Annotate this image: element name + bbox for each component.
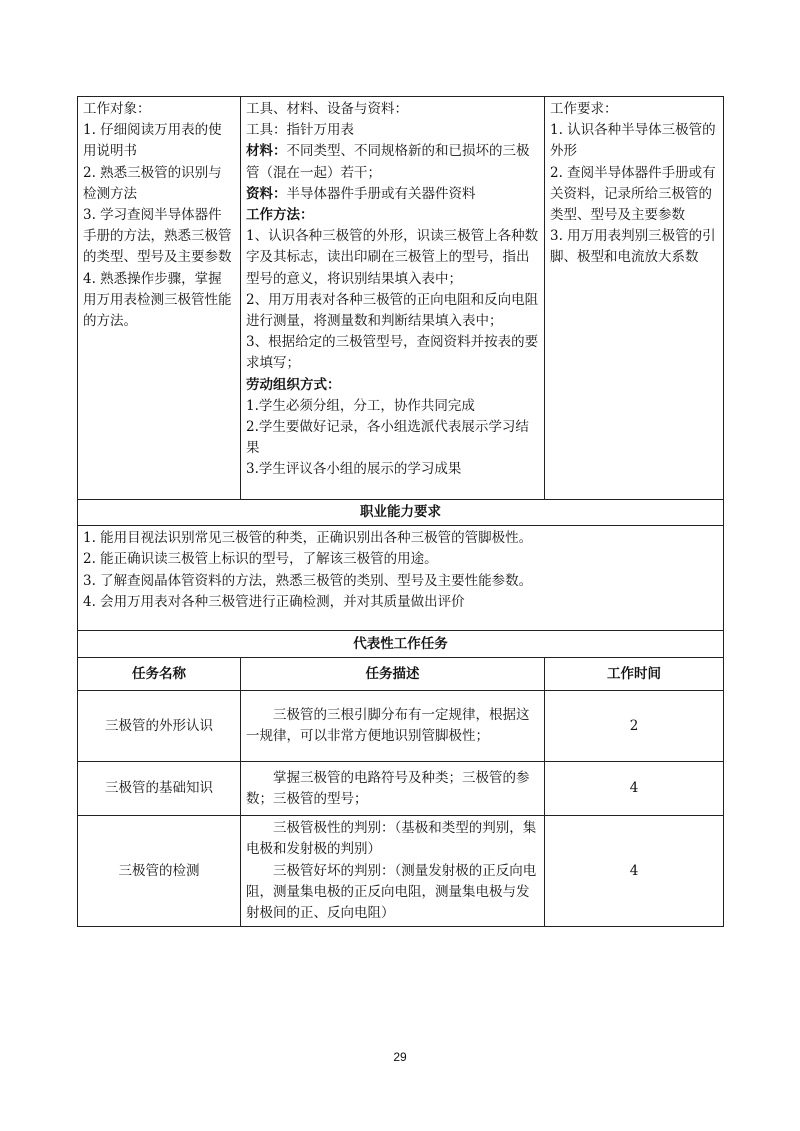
ability-list-cell <box>78 526 724 631</box>
org-item: 2.学生要做好记录，各小组选派代表展示学习结果 <box>246 419 529 457</box>
work-requirements-cell <box>545 97 724 500</box>
work-requirement-item: 2. 查阅半导体器件手册或有关资料，记录所给三极管的类型、型号及主要参数 <box>550 164 716 224</box>
header-work-time: 工作时间 <box>545 658 724 691</box>
ability-item: 2. 能正确识读三极管上标识的型号，了解该三极管的用途。 <box>83 551 438 568</box>
org-item: 3.学生评议各小组的展示的学习成果 <box>246 461 462 478</box>
work-requirement-item: 3. 用万用表判别三极管的引脚、极型和电流放大系数 <box>550 228 716 266</box>
work-object-item: 2. 熟悉三极管的识别与检测方法 <box>83 164 222 202</box>
ability-item: 4. 会用万用表对各种三极管进行正确检测，并对其质量做出评价 <box>83 593 465 610</box>
header-task-desc: 任务描述 <box>241 658 545 691</box>
tools-value: 指针万用表 <box>286 122 354 139</box>
page-number: 29 <box>393 1050 407 1064</box>
materials-label: 材料： <box>246 143 287 160</box>
task-time: 4 <box>545 762 724 816</box>
task-desc <box>241 762 545 816</box>
org-title: 劳动组织方式： <box>246 376 341 393</box>
method-item: 2、用万用表对各种三极管的正向电阻和反向电阻进行测量，将测量数和判断结果填入表中； <box>246 291 539 330</box>
method-item: 1、认识各种三极管的外形，识读三极管上各种数字及其标志，读出印刷在三极管上的型号，指出型号的意义，将识别结果填入表中； <box>246 228 539 287</box>
top-section-row <box>78 97 724 500</box>
ability-item: 1. 能用目视法识别常见三极管的种类，正确识别出各种三极管的管脚极性。 <box>83 530 533 547</box>
ability-title: 职业能力要求 <box>78 500 724 526</box>
table-row <box>78 762 724 816</box>
tasks-title: 代表性工作任务 <box>78 631 724 658</box>
work-object-item: 3. 学习查阅半导体器件手册的方法，熟悉三极管的类型、型号及主要参数 <box>83 207 232 266</box>
task-sheet-table <box>77 96 724 927</box>
docs-line <box>246 184 539 205</box>
work-object-item: 1. 仔细阅读万用表的使用说明书 <box>83 122 222 160</box>
docs-label: 资料： <box>246 185 287 202</box>
tasks-title-row <box>78 631 724 658</box>
materials-line <box>246 141 539 183</box>
methods-title: 工作方法： <box>246 207 314 224</box>
ability-item: 3. 了解查阅晶体管资料的方法，熟悉三极管的类别、型号及主要性能参数。 <box>83 572 533 589</box>
table-row <box>78 691 724 762</box>
task-desc <box>241 816 545 927</box>
docs-value: 半导体器件手册或有关器件资料 <box>286 185 476 202</box>
task-name: 三极管的基础知识 <box>78 762 241 816</box>
ability-list-row <box>78 526 724 631</box>
work-requirements-title: 工作要求： <box>550 101 618 117</box>
org-item: 1.学生必须分组，分工，协作共同完成 <box>246 397 475 414</box>
task-time: 4 <box>545 816 724 927</box>
task-desc <box>241 691 545 762</box>
task-desc-text: 掌握三极管的电路符号及种类；三极管的参数；三极管的型号； <box>246 769 530 807</box>
task-desc-text: 三极管的三根引脚分布有一定规律，根据这一规律，可以非常方便地识别管脚极性； <box>246 707 530 745</box>
tasks-header-row <box>78 658 724 691</box>
table-row <box>78 816 724 927</box>
tools-materials-cell <box>241 97 545 500</box>
work-requirement-item: 1. 认识各种半导体三极管的外形 <box>550 122 716 160</box>
task-name: 三极管的检测 <box>78 816 241 927</box>
work-object-title: 工作对象： <box>83 101 151 117</box>
task-name: 三极管的外形认识 <box>78 691 241 762</box>
header-task-name: 任务名称 <box>78 658 241 691</box>
method-item: 3、根据给定的三极管型号，查阅资料并按表的要求填写； <box>246 334 539 372</box>
task-time: 2 <box>545 691 724 762</box>
tools-materials-title: 工具、材料、设备与资料： <box>246 101 408 117</box>
work-object-cell <box>78 97 241 500</box>
task-desc-text: 三极管好坏的判别：（测量发射极的正反向电阻，测量集电极的正反向电阻，测量集电极与发射极间的正、反向电阻） <box>246 862 537 922</box>
ability-title-row <box>78 500 724 526</box>
tools-label: 工具： <box>246 122 287 139</box>
work-object-item: 4. 熟悉操作步骤，掌握用万用表检测三极管性能的方法。 <box>83 270 232 330</box>
tools-line <box>246 120 539 141</box>
materials-value: 不同类型、不同规格新的和已损坏的三极管（混在一起）若干； <box>246 143 530 181</box>
task-desc-text: 三极管极性的判别：（基极和类型的判别，集电极和发射极的判别） <box>246 820 537 858</box>
